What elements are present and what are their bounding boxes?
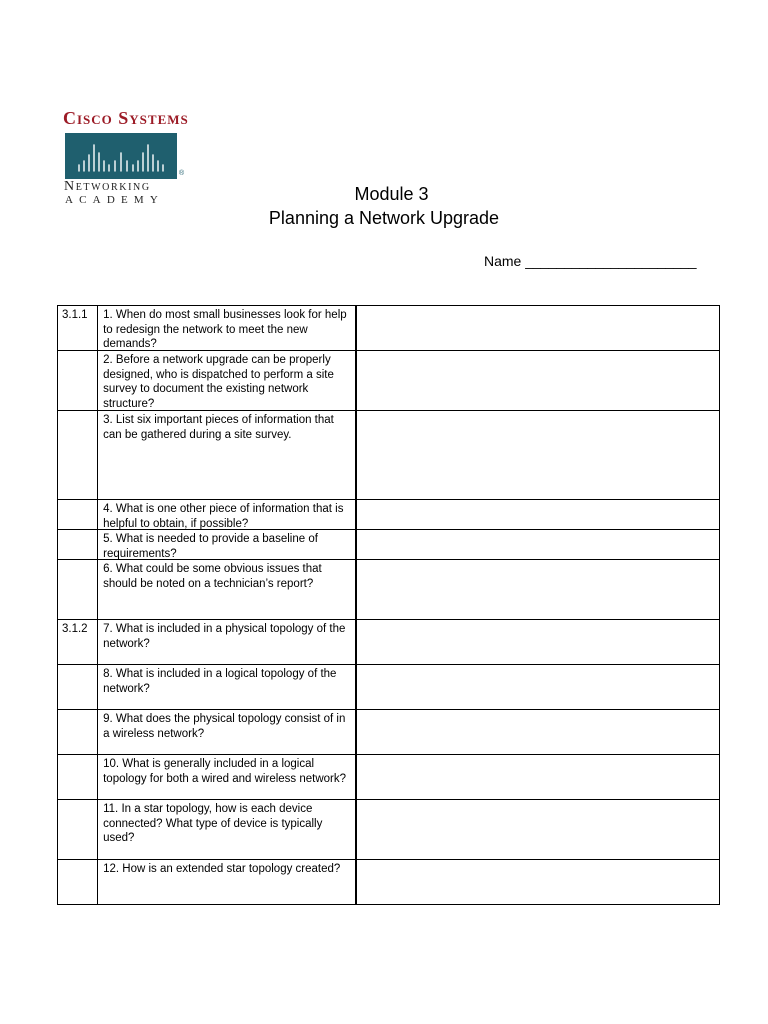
question-text: 10. What is generally included in a logical topology for both a wired and wireless network? xyxy=(103,758,347,785)
question-cell xyxy=(98,351,357,411)
table-row xyxy=(58,860,720,905)
question-cell xyxy=(98,800,357,860)
section-cell xyxy=(58,665,98,710)
question-text: 3. List six important pieces of information that can be gathered during a site survey. xyxy=(103,414,334,441)
question-cell xyxy=(98,500,357,530)
section-number: 3.1.1 xyxy=(62,309,88,321)
section-number xyxy=(58,500,97,502)
table-row xyxy=(58,500,720,530)
table-row xyxy=(58,530,720,560)
table-row xyxy=(58,710,720,755)
answer-cell[interactable] xyxy=(356,351,719,411)
section-number: 3.1.2 xyxy=(62,623,88,635)
answer-cell[interactable] xyxy=(356,530,719,560)
logo-brand-text xyxy=(63,108,189,128)
name-field[interactable]: Name ______________________ xyxy=(484,253,697,269)
question-table xyxy=(57,305,720,905)
logo-line1: Cisco Systems xyxy=(63,108,189,128)
answer-cell[interactable] xyxy=(356,710,719,755)
logo-line2: Networking xyxy=(64,179,151,194)
answer-cell[interactable] xyxy=(356,755,719,800)
section-number xyxy=(58,411,97,413)
section-number xyxy=(58,755,97,757)
section-cell xyxy=(58,306,98,351)
question-cell xyxy=(98,411,357,500)
section-number xyxy=(58,530,97,532)
section-cell xyxy=(58,800,98,860)
question-text: 6. What could be some obvious issues that should be noted on a technician’s report? xyxy=(103,563,322,590)
section-cell xyxy=(58,411,98,500)
answer-cell[interactable] xyxy=(356,500,719,530)
registered-mark-icon: ® xyxy=(179,170,185,177)
section-number xyxy=(58,665,97,667)
question-cell xyxy=(98,530,357,560)
question-text: 4. What is one other piece of information that is helpful to obtain, if possible? xyxy=(103,503,344,529)
table-row xyxy=(58,620,720,665)
section-cell xyxy=(58,860,98,905)
table-row xyxy=(58,306,720,351)
answer-cell[interactable] xyxy=(356,560,719,620)
section-cell xyxy=(58,620,98,665)
table-row xyxy=(58,560,720,620)
section-cell xyxy=(58,755,98,800)
section-cell xyxy=(58,710,98,755)
question-cell xyxy=(98,665,357,710)
question-cell xyxy=(98,860,357,905)
answer-cell[interactable] xyxy=(356,860,719,905)
answer-cell[interactable] xyxy=(356,665,719,710)
question-text: 2. Before a network upgrade can be properly designed, who is dispatched to perform a site survey to document the existing network structure? xyxy=(103,354,334,410)
answer-cell[interactable] xyxy=(356,411,719,500)
question-text: 8. What is included in a logical topology of the network? xyxy=(103,668,337,695)
question-cell xyxy=(98,755,357,800)
answer-cell[interactable] xyxy=(356,620,719,665)
module-title: Module 3 xyxy=(354,184,429,204)
table-row xyxy=(58,755,720,800)
section-cell xyxy=(58,530,98,560)
logo-line3: ACADEMY xyxy=(65,194,165,206)
table-row xyxy=(58,411,720,500)
section-cell xyxy=(58,500,98,530)
logo-bars-icon xyxy=(65,133,177,179)
table-row xyxy=(58,665,720,710)
question-cell xyxy=(98,560,357,620)
question-text: 5. What is needed to provide a baseline of requirements? xyxy=(103,533,318,559)
question-cell xyxy=(98,306,357,351)
table-row xyxy=(58,800,720,860)
question-cell xyxy=(98,710,357,755)
question-text: 9. What does the physical topology consist of in a wireless network? xyxy=(103,713,346,740)
section-number xyxy=(58,800,97,802)
section-cell xyxy=(58,351,98,411)
question-text: 12. How is an extended star topology created? xyxy=(103,863,341,875)
module-subtitle: Planning a Network Upgrade xyxy=(268,208,500,228)
section-number xyxy=(58,351,97,353)
section-number xyxy=(58,860,97,862)
question-text: 11. In a star topology, how is each device connected? What type of device is typically used? xyxy=(103,803,323,844)
table-row xyxy=(58,351,720,411)
section-number xyxy=(58,560,97,562)
section-number xyxy=(58,710,97,712)
question-text: 1. When do most small businesses look for help to redesign the network to meet the new demands? xyxy=(103,309,347,350)
question-cell xyxy=(98,620,357,665)
answer-cell[interactable] xyxy=(356,800,719,860)
question-text: 7. What is included in a physical topology of the network? xyxy=(103,623,346,650)
section-cell xyxy=(58,560,98,620)
answer-cell[interactable] xyxy=(356,306,719,351)
